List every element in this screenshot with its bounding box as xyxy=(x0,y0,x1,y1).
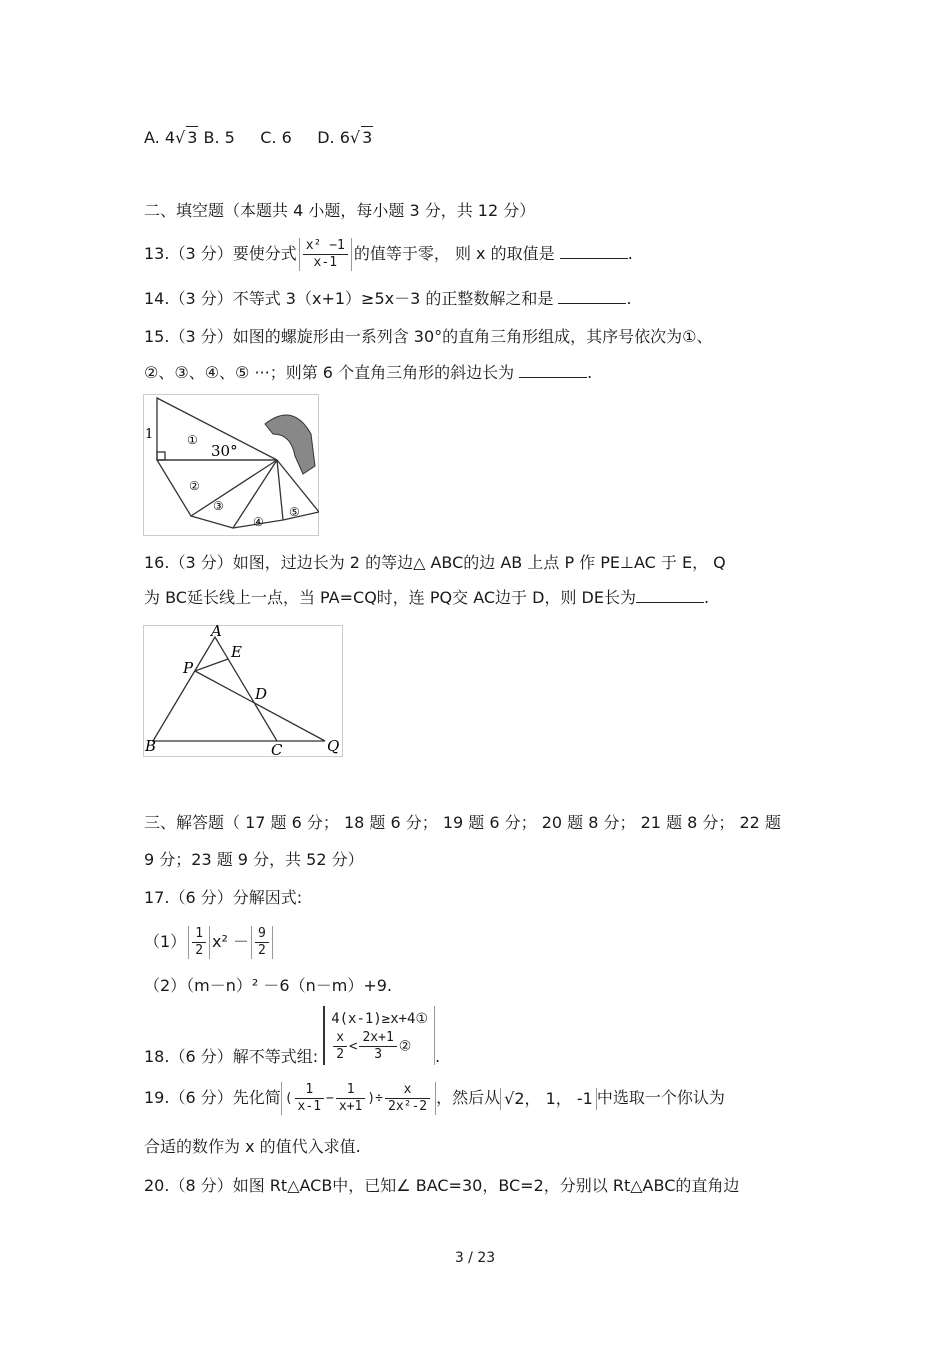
section2-title: 二、填空题（本题共 4 小题，每小题 3 分，共 12 分） xyxy=(144,201,536,220)
answer-blank[interactable] xyxy=(519,363,587,378)
q17-part1 xyxy=(144,926,275,959)
spiral-figure xyxy=(143,394,319,536)
q19-line2: 合适的数作为 x 的值代入求值. xyxy=(144,1137,361,1156)
q13-suffix: 的值等于零， 则 x 的取值是 xyxy=(353,244,555,263)
q13-numerator: x² −1 xyxy=(303,238,348,255)
fraction-half: $\frac{1}{2}$ xyxy=(188,926,210,959)
q15-line2-text: ②、③、④、⑤ ···；则第 6 个直角三角形的斜边长为 xyxy=(144,363,515,382)
q13: 13.（3 分）要使分式 $\frac{\text{x² −1}}{x-1}$ 的值等于零， 则 x 的取值是 . xyxy=(144,238,633,270)
q19-choices: √2， 1， -1 xyxy=(500,1088,597,1110)
inequality-2: $\frac{x}{2}$ < $\frac{2x+1}{3}$ ② xyxy=(331,1030,428,1063)
label-q: Q xyxy=(327,737,340,755)
label-a: A xyxy=(211,625,222,640)
q20: 20.（8 分）如图 Rt△ACB中，已知∠ BAC=30，BC=2，分别以 Rt△ABC的直角边 xyxy=(144,1176,740,1195)
label-d: D xyxy=(255,685,268,703)
inequality-1: 4(x-1)≥x+4① xyxy=(331,1011,429,1027)
label-2: ② xyxy=(189,479,200,493)
q18-prefix: 18.（6 分）解不等式组: xyxy=(144,1047,319,1066)
side-length-label: 1 xyxy=(145,427,154,442)
answer-blank[interactable] xyxy=(560,244,628,259)
angle-label: 30° xyxy=(211,442,238,460)
page-number: 3 / 23 xyxy=(454,1250,496,1266)
section3-line2: 9 分；23 题 9 分，共 52 分） xyxy=(144,850,364,869)
q19-prefix: 19.（6 分）先化简 xyxy=(144,1088,281,1107)
label-1: ① xyxy=(187,433,198,447)
section3-line1: 三、解答题（ 17 题 6 分； 18 题 6 分； 19 题 6 分； 20 题 8 分； 21 题 8 分； 22 题 xyxy=(144,813,781,832)
label-4: ④ xyxy=(253,515,264,529)
answer-blank[interactable] xyxy=(636,588,704,603)
option-c: C. 6 xyxy=(260,128,292,147)
inequality-system xyxy=(323,1006,435,1065)
q19-suffix: 中选取一个你认为 xyxy=(596,1088,725,1107)
q19-line1 xyxy=(144,1082,725,1115)
q19-mid: ，然后从 xyxy=(436,1088,501,1107)
q14: 14.（3 分）不等式 3（x+1）≥5x－3 的正整数解之和是 . xyxy=(144,289,632,308)
triangle-3 xyxy=(191,460,277,528)
q19-expression: ( $\frac{1}{x-1}$ − $\frac{1}{x+1}$ )÷ $\frac{x}{\text{2x²-2}}$ xyxy=(281,1082,436,1115)
answer-blank[interactable] xyxy=(558,289,626,304)
q16-line2: 为 BC延长线上一点，当 PA=CQ时，连 PQ交 AC边于 D，则 DE长为 . xyxy=(144,588,710,607)
option-d-radicand: 3 xyxy=(362,128,373,147)
q14-text: 14.（3 分）不等式 3（x+1）≥5x－3 的正整数解之和是 xyxy=(144,289,554,308)
label-5: ⑤ xyxy=(289,505,300,519)
q13-prefix: 13.（3 分）要使分式 xyxy=(144,244,297,263)
q12-options: A. 4√ 3 B. 5 C. 6 D. 6√ 3 xyxy=(144,128,373,147)
label-e: E xyxy=(231,643,242,661)
label-c: C xyxy=(271,741,283,757)
q17-title: 17.（6 分）分解因式: xyxy=(144,888,303,907)
fraction-nine-halves: $\frac{9}{2}$ xyxy=(251,926,273,959)
option-b: B. 5 xyxy=(203,128,235,147)
q17-part1-mid: x² － xyxy=(212,932,249,951)
q13-denominator: x-1 xyxy=(313,255,338,270)
label-b: B xyxy=(145,737,157,755)
segment-pe xyxy=(195,659,228,671)
q16-line2-text: 为 BC延长线上一点，当 PA=CQ时，连 PQ交 AC边于 D，则 DE长为 xyxy=(144,588,636,607)
q18: 18.（6 分）解不等式组: 4(x-1)≥x+4① $\frac{x}{2}$ < $\frac{2x+1}{3}$ ② . xyxy=(144,1006,440,1065)
q15-line2: ②、③、④、⑤ ···；则第 6 个直角三角形的斜边长为 . xyxy=(144,363,593,382)
segment-pq xyxy=(195,671,325,741)
arrow-icon xyxy=(265,415,315,474)
label-3: ③ xyxy=(213,499,224,513)
option-a: A. 4 xyxy=(144,128,176,147)
label-p: P xyxy=(183,659,194,677)
q17-part2: （2）（m－n）² －6（n－m）+9. xyxy=(144,976,392,995)
q16-line1: 16.（3 分）如图，过边长为 2 的等边△ ABC的边 AB 上点 P 作 PE⊥AC 于 E， Q xyxy=(144,553,726,572)
option-d: D. 6 xyxy=(317,128,350,147)
triangle-figure xyxy=(143,625,343,757)
q13-fraction xyxy=(299,238,352,271)
option-a-radicand: 3 xyxy=(187,128,198,147)
q15-line1: 15.（3 分）如图的螺旋形由一系列含 30°的直角三角形组成，其序号依次为①、 xyxy=(144,327,713,346)
q17-part1-label: （1） xyxy=(144,932,187,951)
